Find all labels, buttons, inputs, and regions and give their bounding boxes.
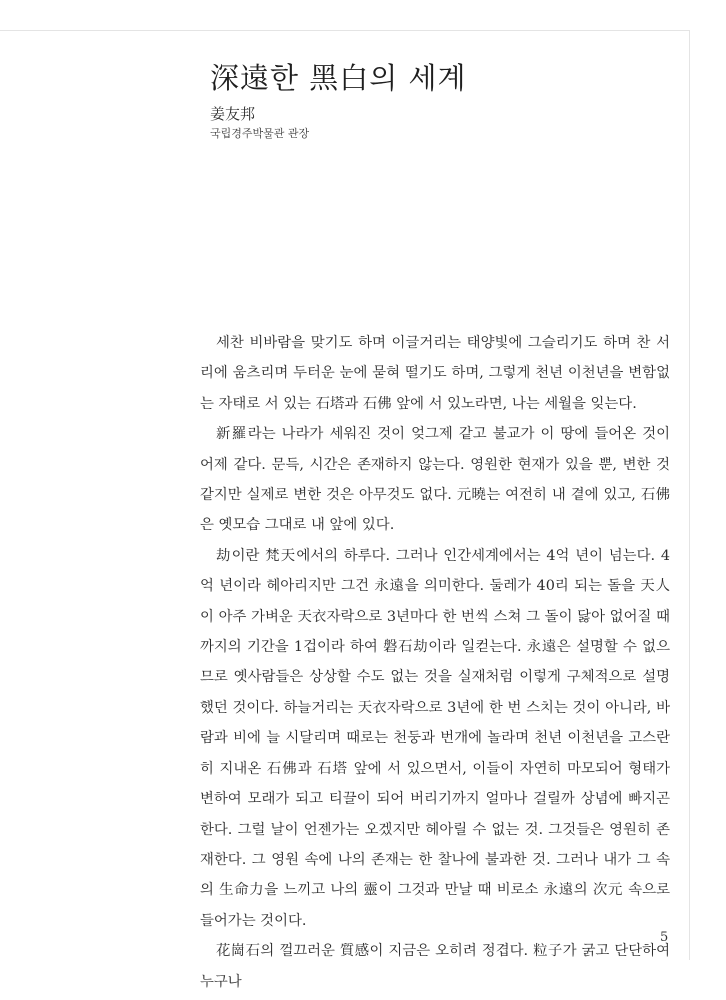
paragraph-2: 新羅라는 나라가 세워진 것이 엊그제 같고 불교가 이 땅에 들어온 것이 어제 같다. 문득, 시간은 존재하지 않는다. 영원한 현재가 있을 뿐, 변한 것 같지만 실제로 변한 것은 아무것도 없다. 元曉는 여전히 내 곁에 있고, 石佛은 옛모습 그대로 내 앞에 있다. (200, 426, 670, 534)
article-body (200, 328, 670, 997)
paragraph-4: 花崗石의 껄끄러운 質感이 지금은 오히려 정겹다. 粒子가 굵고 단단하여 누구나 (200, 943, 670, 990)
article-title: 深遠한 黑白의 세계 (210, 61, 467, 95)
author-name: 姜友邦 (210, 105, 256, 123)
paragraph-1: 세찬 비바람을 맞기도 하며 이글거리는 태양빛에 그슬리기도 하며 찬 서리에 움츠리며 두터운 눈에 묻혀 떨기도 하며, 그렇게 천년 이천년을 변함없는 자태로 서 있는 石塔과 石佛 앞에 서 있노라면, 나는 세월을 잊는다. (200, 335, 670, 412)
author-affiliation: 국립경주박물관 관장 (210, 127, 310, 140)
page-number: 5 (660, 930, 669, 945)
paragraph-3: 劫이란 梵天에서의 하루다. 그러나 인간세계에서는 4억 년이 넘는다. 4억 년이라 헤아리지만 그건 永遠을 의미한다. 둘레가 40리 되는 돌을 天人이 아주 가벼운 天衣자락으로 3년마다 한 번씩 스쳐 그 돌이 닳아 없어질 때까지의 기간을 1겁이라 하여 磐石劫이라 일컫는다. 永遠은 설명할 수 없으므로 옛사람들은 상상할 수도 없는 것을 실재처럼 이렇게 구체적으로 설명했던 것이다. 하늘거리는 天衣자락으로 3년에 한 번 스치는 것이 아니라, 바람과 비에 늘 시달리며 때로는 천둥과 번개에 놀라며 천년 이천년을 고스란히 지내온 石佛과 石塔 앞에 서 있으면서, 이들이 자연히 마모되어 형태가 변하여 모래가 되고 티끌이 되어 버리기까지 얼마나 걸릴까 상념에 빠지곤 한다. 그럴 날이 언젠가는 오겠지만 헤아릴 수 없는 것. 그것들은 영원히 존재한다. 그 영원 속에 나의 존재는 한 찰나에 불과한 것. 그러나 내가 그 속의 生命力을 느끼고 나의 靈이 그것과 만날 때 비로소 永遠의 次元 속으로 들어가는 것이다. (200, 547, 670, 929)
